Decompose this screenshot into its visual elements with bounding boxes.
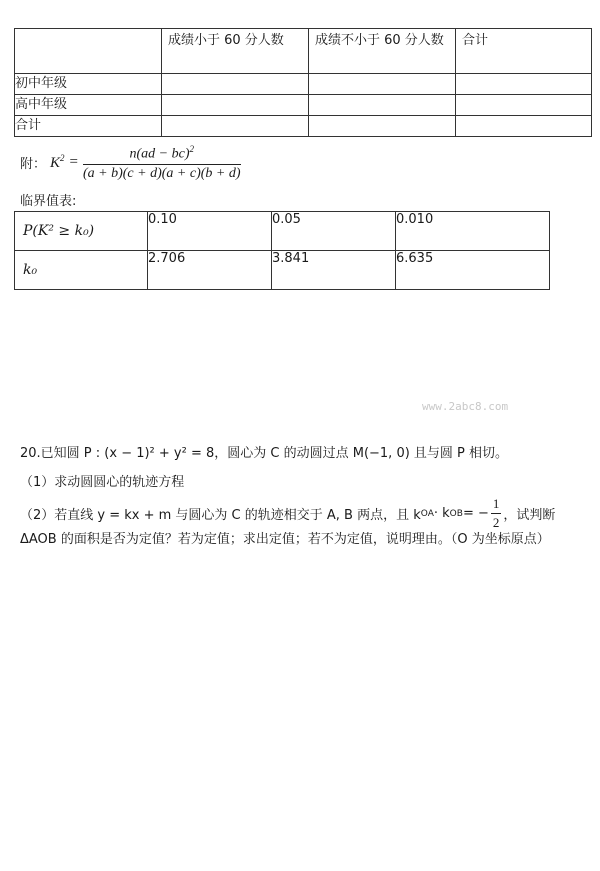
table-header-cell: 成绩不小于 60 分人数: [309, 29, 456, 74]
table-cell: 0.05: [272, 212, 396, 251]
table-header-cell: 合计: [456, 29, 592, 74]
part2-dot: · k: [433, 506, 450, 521]
chi-square-formula: [20, 144, 241, 182]
table-cell: 0.10: [148, 212, 272, 251]
table-cell: [309, 95, 456, 116]
problem-20-part2: [20, 496, 555, 531]
formula-prefix: 附：: [20, 157, 47, 173]
contingency-table: [14, 28, 592, 137]
row-label: 合计: [15, 116, 162, 137]
table-cell: [456, 95, 592, 116]
fraction-numerator: 1: [491, 496, 502, 514]
critical-table-title: 临界值表:: [20, 194, 77, 209]
problem-20-part1: （1）求动圆圆心的轨迹方程: [20, 475, 185, 490]
critical-value-table: [14, 211, 550, 290]
table-row: [15, 74, 592, 95]
table-cell: [456, 74, 592, 95]
formula-fraction: [83, 144, 241, 182]
problem-20-part2-line2: ΔAOB 的面积是否为定值？若为定值；求出定值；若不为定值，说明理由。（O 为坐标原点）: [20, 532, 550, 547]
formula-equals: =: [69, 154, 78, 171]
table-cell: [309, 116, 456, 137]
row-label: 高中年级: [15, 95, 162, 116]
table-cell: [309, 74, 456, 95]
subscript-ob: OB: [449, 508, 463, 519]
half-fraction: [491, 496, 502, 531]
row-label: k₀: [15, 251, 148, 290]
row-label: 初中年级: [15, 74, 162, 95]
fraction-denominator: 2: [492, 515, 500, 530]
formula-lhs: $K^2$: [50, 153, 65, 172]
table-cell: [15, 29, 162, 74]
table-cell: [456, 116, 592, 137]
formula-numerator: n(ad − bc)$^2$: [83, 144, 241, 165]
part2-equals: = −: [462, 506, 489, 521]
table-row: [15, 95, 592, 116]
table-row: [15, 212, 550, 251]
table-cell: 0.010: [396, 212, 550, 251]
subscript-oa: OA: [420, 508, 434, 519]
row-label: P(K² ≥ k₀): [15, 212, 148, 251]
table-header-row: [15, 29, 592, 74]
table-cell: [162, 95, 309, 116]
table-row: [15, 116, 592, 137]
table-cell: [162, 116, 309, 137]
table-cell: 6.635: [396, 251, 550, 290]
part2-text: （2）若直线 y = kx + m 与圆心为 C 的轨迹相交于 A, B 两点，且 k: [20, 508, 421, 523]
problem-20-statement: 20.已知圆 P : (x − 1)² + y² = 8，圆心为 C 的动圆过点 M(−1, 0) 且与圆 P 相切。: [20, 446, 509, 461]
table-cell: [162, 74, 309, 95]
watermark: www.2abc8.com: [422, 400, 509, 413]
part2-tail: ，试判断: [503, 508, 556, 523]
table-row: [15, 251, 550, 290]
table-cell: 2.706: [148, 251, 272, 290]
formula-denominator: (a + b)(c + d)(a + c)(b + d): [83, 165, 241, 181]
table-header-cell: 成绩小于 60 分人数: [162, 29, 309, 74]
table-cell: 3.841: [272, 251, 396, 290]
